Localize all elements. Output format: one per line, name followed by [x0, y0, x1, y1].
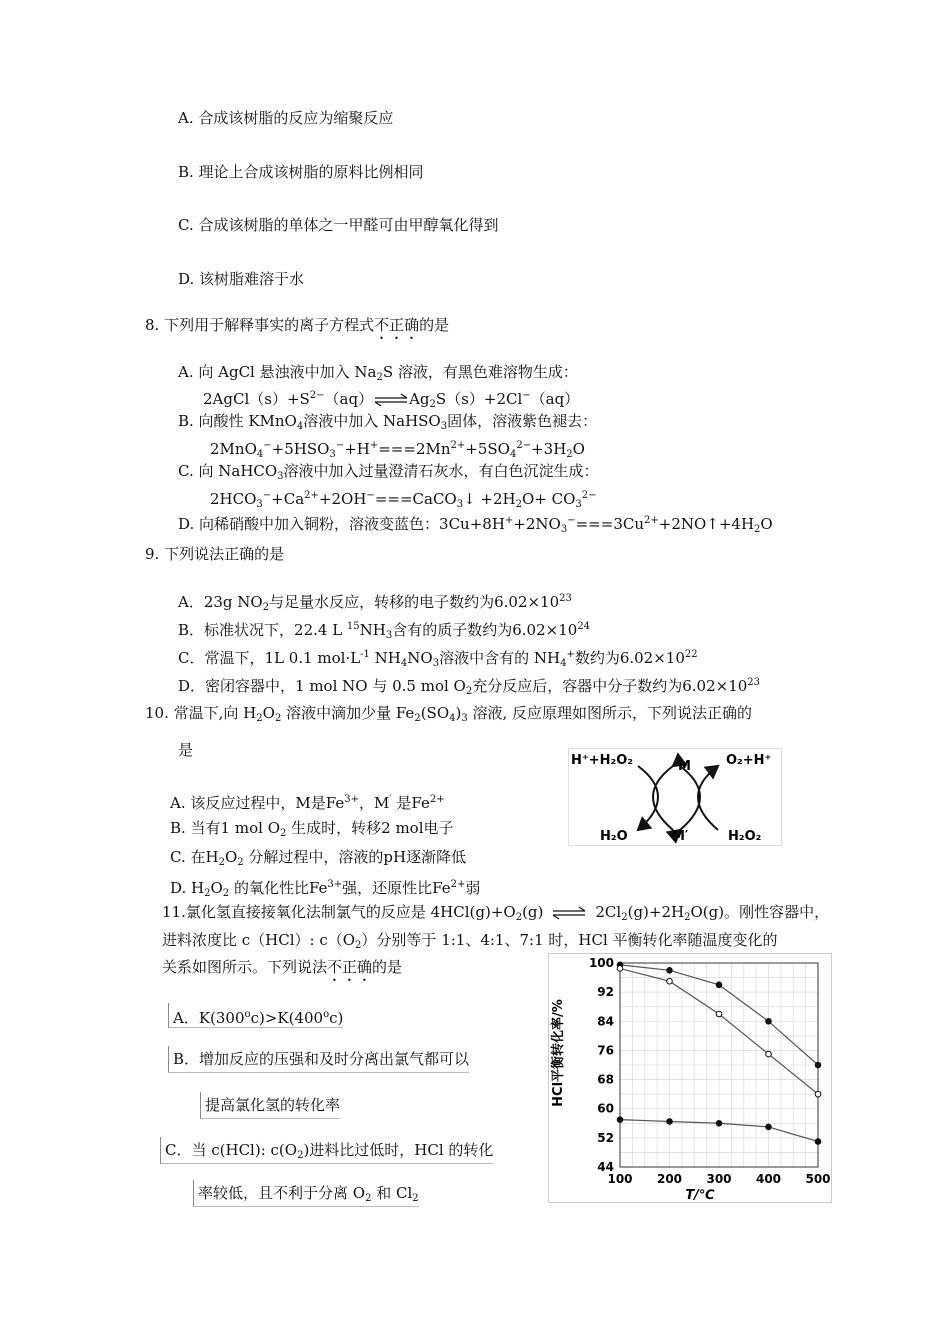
equilibrium-arrow-icon: [373, 393, 409, 407]
diagram-label-bl: H₂O: [600, 829, 628, 844]
q11-option-b: B．增加反应的压强和及时分离出氯气都可以: [168, 1046, 469, 1073]
diagram-label-tr: O₂+H⁺: [726, 753, 772, 768]
diagram-label-mp: M′: [672, 829, 689, 844]
q11-option-c: C．当 c(HCl): $c(O_2)$进料比过低时，HCl 的转化: [160, 1137, 493, 1164]
y-tick-label: 68: [597, 1072, 614, 1087]
q7-option-d: D. 该树脂难溶于水: [178, 270, 305, 288]
q11-option-b-cont: 提高氯化氢的转化率: [200, 1092, 340, 1119]
q8-option-c-equation: $2HCO_3^-+Ca^{2+}+2OH^-===CaCO_3↓ +2H_2O+ CO_3^{2-}$: [210, 490, 597, 510]
q10-option-d: D. $H_2O_2$ 的氧化性比$Fe^{3+}$强，还原性比$Fe^{2+}$弱: [170, 879, 481, 899]
cycle-arrow-left: [638, 766, 658, 830]
q8-option-a: A. 向 AgCl 悬浊液中加入 $Na_2S$ 溶液，有黑色难溶物生成：: [178, 363, 578, 383]
cycle-arrow-left-inner: [653, 766, 673, 830]
diagram-label-br: H₂O₂: [728, 829, 762, 844]
q10-stem: 10. 常温下,向 $H_2O_2$ 溶液中滴加少量 $Fe_2(SO_4)_3$ 溶液, 反应原理如图所示，下列说法正确的: [145, 704, 753, 724]
hcl-conversion-chart: [548, 953, 832, 1203]
q11-line3: 关系如图所示。下列说法不正确的是: [162, 958, 403, 976]
data-point: [617, 1117, 623, 1123]
y-tick-label: 92: [597, 985, 614, 1000]
reaction-cycle-diagram: [568, 748, 782, 846]
data-point: [815, 1062, 821, 1068]
data-point: [716, 1120, 722, 1126]
cycle-arrow-right-inner: [680, 766, 700, 830]
y-tick-label: 84: [597, 1014, 614, 1029]
data-point: [716, 982, 722, 988]
q8-option-b-equation: $2MnO_4^-+5HSO_3^-+H^+===2Mn^{2+}+5SO_4^{2-}+3H_2O$: [210, 440, 585, 460]
data-point: [766, 1018, 772, 1024]
q11-option-a: A．$K(300^oc)>K(400^oc)$: [168, 1003, 343, 1028]
x-tick-label: 100: [607, 1172, 633, 1186]
data-point: [815, 1091, 821, 1097]
y-tick-label: 76: [597, 1043, 614, 1058]
q9-option-a: A．23g $NO_2$与足量水反应，转移的电子数约为$6.02\times 10^{23}$: [178, 593, 572, 613]
q10-option-c: C. 在$H_2O_2$ 分解过程中，溶液的pH逐渐降低: [170, 848, 467, 868]
data-point: [667, 967, 673, 973]
q7-option-c: C. 合成该树脂的单体之一甲醛可由甲醇氧化得到: [178, 216, 499, 234]
q9-option-c: C．常温下，1L 0.1 $mol\cdot L^{-1}$ $NH_4NO_3$溶液中含有的 $NH_4^+$数约为$6.02\times 10^{22}$: [178, 649, 698, 669]
y-tick-label: 52: [597, 1130, 614, 1145]
q10-option-b: B. 当有1 mol $O_2$ 生成时，转移2 mol电子: [170, 819, 454, 839]
y-tick-label: 44: [597, 1160, 614, 1174]
q11-line2: 进料浓度比 c（HCl）: $c(O_2)$分别等于 1:1、4:1、7:1 时，HCl 平衡转化率随温度变化的: [162, 931, 778, 951]
q8-option-c: C. 向 NaHCO$_3$溶液中加入过量澄清石灰水，有白色沉淀生成：: [178, 462, 599, 482]
x-tick-label: 400: [755, 1172, 782, 1186]
q11-stem: 11.氯化氢直接接氧化法制氯气的反应是 $4HCl(g)+O_2(g)$ $2Cl_2(g)+2H_2O(g)$。刚性容器中，: [162, 903, 830, 923]
q10-stem-cont: 是: [178, 741, 194, 759]
q8-option-d: D. 向稀硝酸中加入铜粉，溶液变蓝色：$3Cu+8H^++2NO_3^-===3Cu^{2+}+2NO↑+4H_2O$: [178, 515, 773, 535]
y-tick-label: 60: [597, 1101, 614, 1116]
data-point: [667, 1119, 673, 1125]
q9-option-b: B．标准状况下，22.4 L $^{15}NH_3$含有的质子数约为$6.02\times 10^{24}$: [178, 621, 591, 641]
q8-stem: 8. 下列用于解释事实的离子方程式不正确的是: [145, 316, 450, 334]
data-point: [617, 966, 623, 972]
chart-x-label: T/℃: [685, 1188, 715, 1203]
chart-y-label: HCl平衡转化率/%: [551, 999, 566, 1107]
q10-option-a: A. 该反应过程中，M是$Fe^{3+}$，M′ 是$Fe^{2+}$: [170, 794, 445, 812]
q7-option-b: B. 理论上合成该树脂的原料比例相同: [178, 163, 424, 181]
data-point: [766, 1124, 772, 1130]
q7-option-a: A. 合成该树脂的反应为缩聚反应: [178, 109, 394, 127]
q9-option-d: D．密闭容器中，1 mol NO 与 0.5 mol $O_2$充分反应后，容器中分子数约为$6.02\times 10^{23}$: [178, 677, 761, 697]
y-tick-label: 100: [588, 956, 614, 970]
diagram-label-tl: H⁺+H₂O₂: [571, 753, 633, 768]
q8-option-a-equation: $2AgCl(s)+S^{2-}(aq)$ $Ag_2S(s)+2Cl^-(aq)$: [203, 390, 580, 410]
data-point: [815, 1139, 821, 1145]
diagram-label-m: M: [678, 759, 691, 774]
data-point: [667, 978, 673, 984]
q11-option-c-cont: 率较低，且不利于分离 $O_2$ 和 $Cl_2$: [193, 1180, 419, 1207]
x-tick-label: 200: [656, 1172, 683, 1186]
equilibrium-arrow-icon: [551, 906, 587, 920]
q9-stem: 9. 下列说法正确的是: [145, 545, 285, 563]
data-point: [716, 1011, 722, 1017]
cycle-arrow-right: [698, 766, 718, 830]
x-tick-label: 300: [706, 1172, 732, 1186]
q8-option-b: B. 向酸性 KMnO$_4$溶液中加入 NaHSO$_3$固体，溶液紫色褪去：: [178, 412, 598, 432]
data-point: [766, 1051, 772, 1057]
x-tick-label: 500: [805, 1172, 831, 1186]
